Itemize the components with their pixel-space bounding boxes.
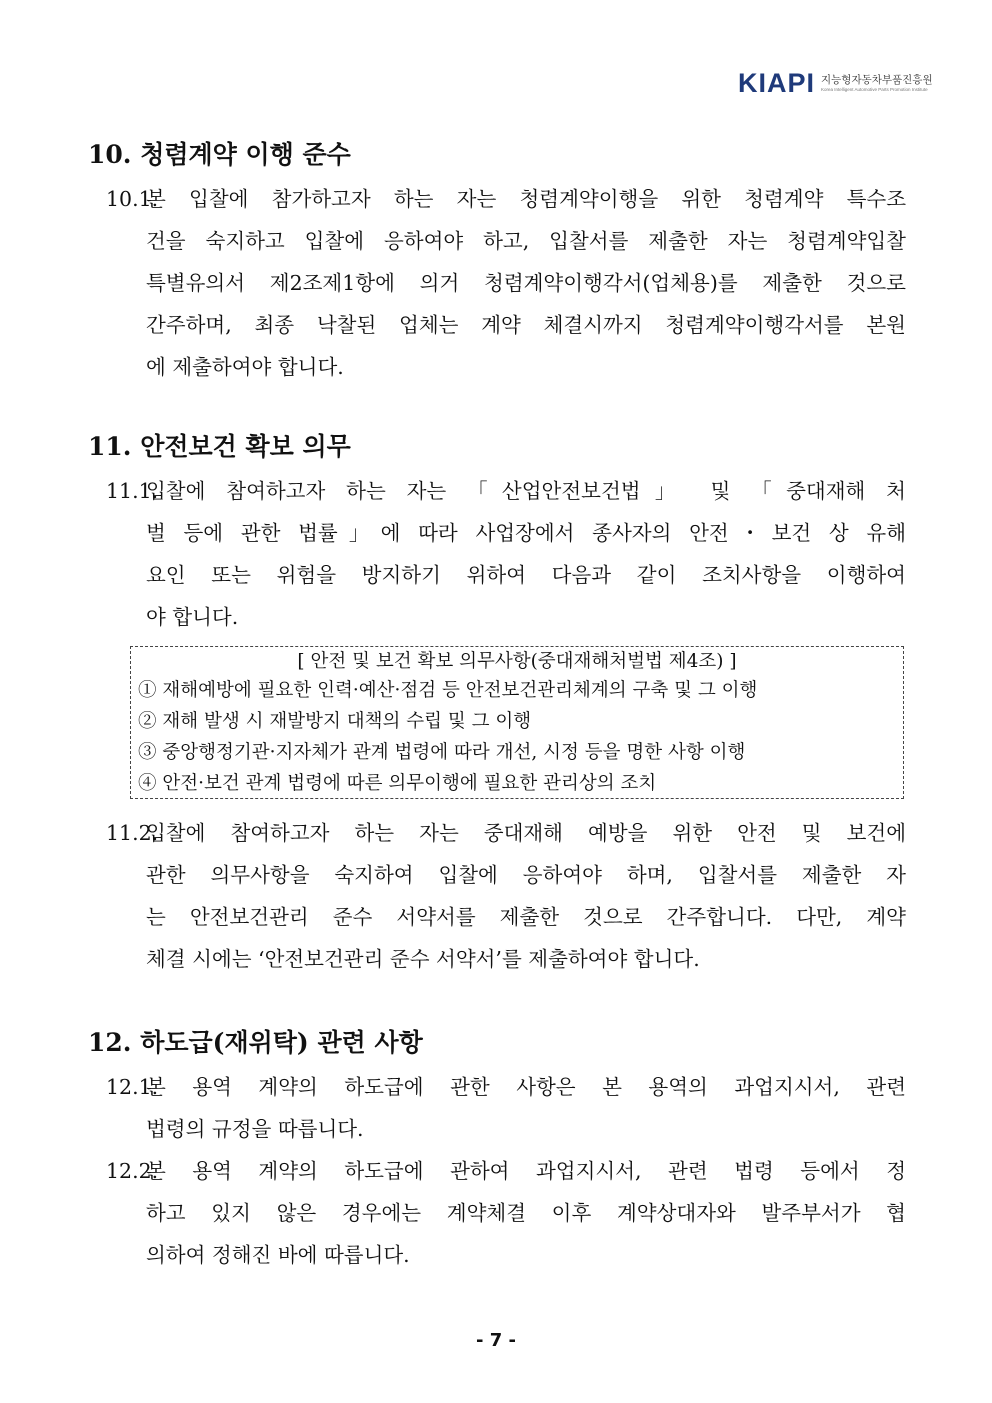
paragraph-number: 12.1. xyxy=(106,1075,159,1099)
paragraph-line: 체결 시에는 ‘안전보건관리 준수 서약서’를 제출하여야 합니다. xyxy=(146,947,700,971)
duty-box-title: [ 안전 및 보건 확보 의무사항(중대재해처벌법 제4조) ] xyxy=(297,651,737,672)
paragraph-line: 법령의 규정을 따릅니다. xyxy=(146,1117,364,1141)
paragraph-line: 본 용역 계약의 하도급에 관하여 과업지시서, 관련 법령 등에서 정 xyxy=(146,1159,906,1183)
logo-korean-name: 지능형자동차부품진흥원 xyxy=(821,74,933,86)
paragraph-line: 야 합니다. xyxy=(146,605,239,629)
paragraph-12-1 xyxy=(88,1066,918,1150)
section-10 xyxy=(88,138,918,388)
duty-item: ① 재해예방에 필요한 인력·예산·점검 등 안전보건관리체계의 구축 및 그 이행 xyxy=(138,680,758,701)
paragraph-line: 건을 숙지하고 입찰에 응하여야 하고, 입찰서를 제출한 자는 청렴계약입찰 xyxy=(146,229,906,253)
paragraph-line: 하고 있지 않은 경우에는 계약체결 이후 계약상대자와 발주부서가 협 xyxy=(146,1201,906,1225)
paragraph-line: 는 안전보건관리 준수 서약서를 제출한 것으로 간주합니다. 다만, 계약 xyxy=(146,905,906,929)
section-12 xyxy=(88,1026,918,1276)
section-heading: 11. 안전보건 확보 의무 xyxy=(88,432,351,461)
section-heading: 12. 하도급(재위탁) 관련 사항 xyxy=(88,1028,423,1057)
paragraph-10-1 xyxy=(88,178,918,388)
paragraph-number: 11.2. xyxy=(106,821,159,845)
kiapi-logo xyxy=(738,70,933,97)
page-number: - 7 - xyxy=(476,1330,516,1351)
paragraph-line: 입찰에 참여하고자 하는 자는 「산업안전보건법」 및 「중대재해 처 xyxy=(146,479,906,503)
logo-english-name: Korea Intelligent Automotive Parts Promotion Institute xyxy=(821,87,928,92)
paragraph-line: 본 용역 계약의 하도급에 관한 사항은 본 용역의 과업지시서, 관련 xyxy=(146,1075,906,1099)
logo-text xyxy=(821,74,933,93)
paragraph-11-1 xyxy=(88,470,918,638)
paragraph-number: 10.1. xyxy=(106,187,159,211)
paragraph-line: 입찰에 참여하고자 하는 자는 중대재해 예방을 위한 안전 및 보건에 xyxy=(146,821,906,845)
paragraph-11-2 xyxy=(88,812,918,980)
paragraph-line: 의하여 정해진 바에 따릅니다. xyxy=(146,1243,410,1267)
paragraph-line: 에 제출하여야 합니다. xyxy=(146,355,344,379)
section-11-continued xyxy=(88,812,918,980)
paragraph-number: 12.2. xyxy=(106,1159,159,1183)
paragraph-line: 간주하며, 최종 낙찰된 업체는 계약 체결시까지 청렴계약이행각서를 본원 xyxy=(146,313,906,337)
paragraph-line: 본 입찰에 참가하고자 하는 자는 청렴계약이행을 위한 청렴계약 특수조 xyxy=(146,187,906,211)
duty-item: ② 재해 발생 시 재발방지 대책의 수립 및 그 이행 xyxy=(138,711,532,732)
paragraph-12-2 xyxy=(88,1150,918,1276)
paragraph-line: 특별유의서 제2조제1항에 의거 청렴계약이행각서(업체용)를 제출한 것으로 xyxy=(146,271,906,295)
paragraph-line: 관한 의무사항을 숙지하여 입찰에 응하여야 하며, 입찰서를 제출한 자 xyxy=(146,863,906,887)
safety-duty-box xyxy=(130,646,904,799)
paragraph-number: 11.1. xyxy=(106,479,159,503)
section-heading: 10. 청렴계약 이행 준수 xyxy=(88,140,351,169)
paragraph-line: 벌 등에 관한 법률」에 따라 사업장에서 종사자의 안전・보건 상 유해 xyxy=(146,521,906,545)
section-11 xyxy=(88,430,918,638)
logo-mark: KIAPI xyxy=(738,68,816,98)
paragraph-line: 요인 또는 위험을 방지하기 위하여 다음과 같이 조치사항을 이행하여 xyxy=(146,563,906,587)
duty-item: ③ 중앙행정기관·지자체가 관계 법령에 따라 개선, 시정 등을 명한 사항 이행 xyxy=(138,742,746,763)
duty-item: ④ 안전·보건 관계 법령에 따른 의무이행에 필요한 관리상의 조치 xyxy=(138,773,657,794)
